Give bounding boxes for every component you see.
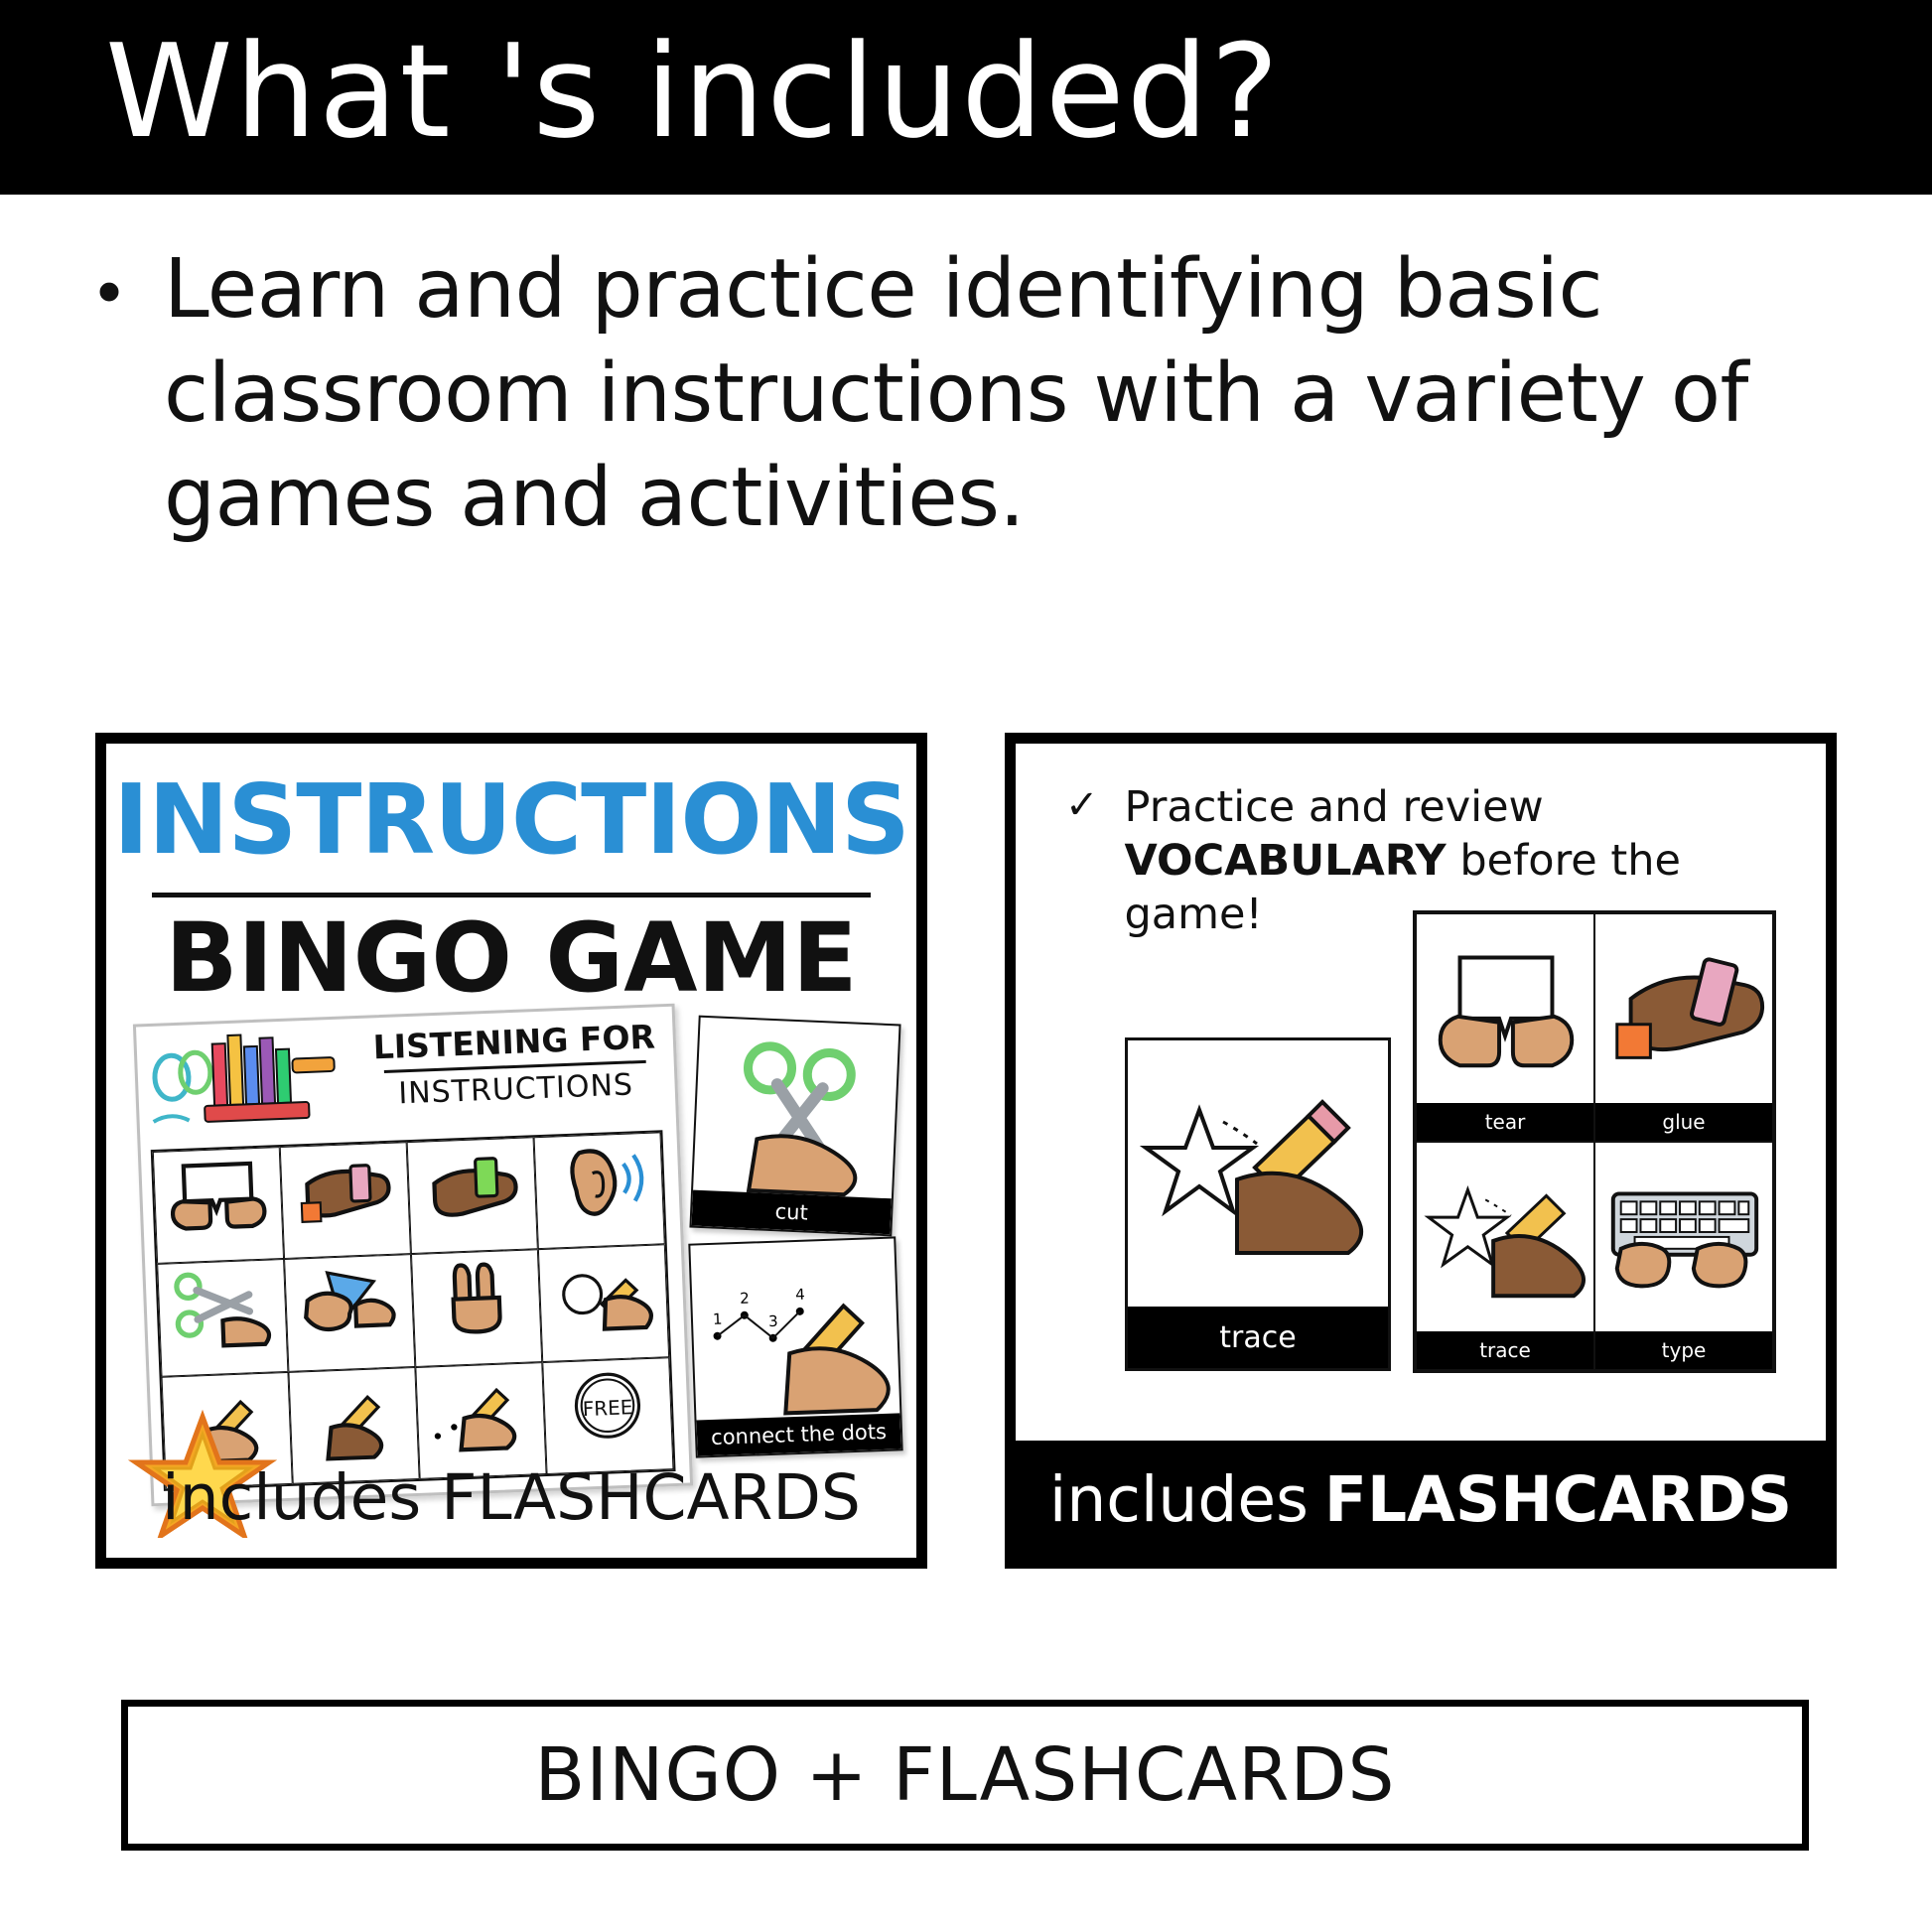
bullet-marker: • <box>96 252 122 330</box>
write-dots-icon <box>416 1363 544 1457</box>
flashcard-label: tear <box>1417 1103 1593 1141</box>
flashcard-glue <box>1594 913 1773 1142</box>
bingo-sheet-title-line2: INSTRUCTIONS <box>397 1067 634 1112</box>
mini-flashcard-connect-the-dots <box>688 1236 902 1457</box>
flashcard-label: trace <box>1417 1331 1593 1369</box>
mini-flashcard-cut <box>689 1016 900 1237</box>
mini-flashcard-label: connect the dots <box>697 1413 901 1455</box>
bingo-sheet-header <box>136 1007 676 1147</box>
bingo-cell <box>534 1132 665 1249</box>
flashcard-label: trace <box>1128 1307 1388 1368</box>
cover-title-bingo-game: BINGO GAME <box>165 902 858 1014</box>
cover-title-instructions: INSTRUCTIONS <box>113 763 909 876</box>
fold-paper-icon <box>285 1255 413 1349</box>
flashcard-label: glue <box>1595 1103 1772 1141</box>
bingo-cell <box>153 1147 284 1264</box>
fold-hands-icon <box>412 1251 540 1345</box>
bingo-cell <box>538 1245 669 1362</box>
flashcard-label: type <box>1595 1331 1772 1369</box>
bingo-cover-panel[interactable] <box>95 733 927 1569</box>
free-space-icon <box>543 1358 671 1452</box>
flashcards-footer <box>1016 1441 1826 1558</box>
cover-footer-label: includes FLASHCARDS <box>162 1461 861 1534</box>
note-before: Practice and review <box>1124 782 1544 832</box>
flashcard-trace-large <box>1125 1037 1391 1371</box>
bingo-sheet-title <box>364 1017 665 1112</box>
glue-icon <box>408 1138 536 1232</box>
listen-ear-icon <box>535 1133 663 1227</box>
bullet-text: Learn and practice identifying basic classroom instructions with a variety of games and activities. <box>164 242 1748 545</box>
school-supplies-icon <box>142 1027 354 1140</box>
svg-text:1: 1 <box>712 1310 723 1328</box>
bullet-item <box>55 238 1842 551</box>
flashcards-preview-panel[interactable] <box>1005 733 1837 1569</box>
bingo-cell <box>157 1259 288 1376</box>
svg-text:3: 3 <box>767 1311 778 1330</box>
note-bold: VOCABULARY <box>1124 835 1447 886</box>
note-after: before the game! <box>1124 835 1681 939</box>
preview-row <box>0 727 1932 1581</box>
check-icon: ✓ <box>1065 783 1099 827</box>
bingo-cell <box>411 1249 542 1366</box>
flashcard-tear <box>1416 913 1594 1142</box>
page-title: What 's included? <box>105 16 1282 167</box>
glue-icon <box>281 1143 409 1237</box>
trace-star-pencil-icon <box>1128 1040 1388 1307</box>
bingo-cell <box>407 1137 538 1254</box>
scissors-icon <box>158 1260 286 1354</box>
mini-flashcard-label: cut <box>692 1190 892 1235</box>
write-pencil-icon <box>289 1368 417 1462</box>
cover-divider <box>152 893 871 897</box>
bingo-cell <box>284 1254 415 1371</box>
tear-paper-icon <box>154 1148 282 1242</box>
bottom-label-box <box>121 1700 1809 1851</box>
svg-text:4: 4 <box>794 1285 806 1304</box>
bottom-label-text: BINGO + FLASHCARDS <box>534 1732 1396 1818</box>
flashcard-type <box>1594 1142 1773 1370</box>
flashcard-grid <box>1413 910 1776 1373</box>
flashcard-trace <box>1416 1142 1594 1370</box>
svg-text:2: 2 <box>739 1289 751 1308</box>
footer-bold: FLASHCARDS <box>1323 1462 1793 1536</box>
circle-pencil-icon <box>539 1246 667 1340</box>
footer-regular: includes <box>1048 1462 1309 1536</box>
bingo-cell <box>280 1142 411 1259</box>
svg-text:FREE: FREE <box>582 1394 633 1421</box>
bingo-cell-free <box>542 1357 673 1474</box>
bingo-sheet-title-line1: LISTENING FOR <box>372 1017 656 1067</box>
